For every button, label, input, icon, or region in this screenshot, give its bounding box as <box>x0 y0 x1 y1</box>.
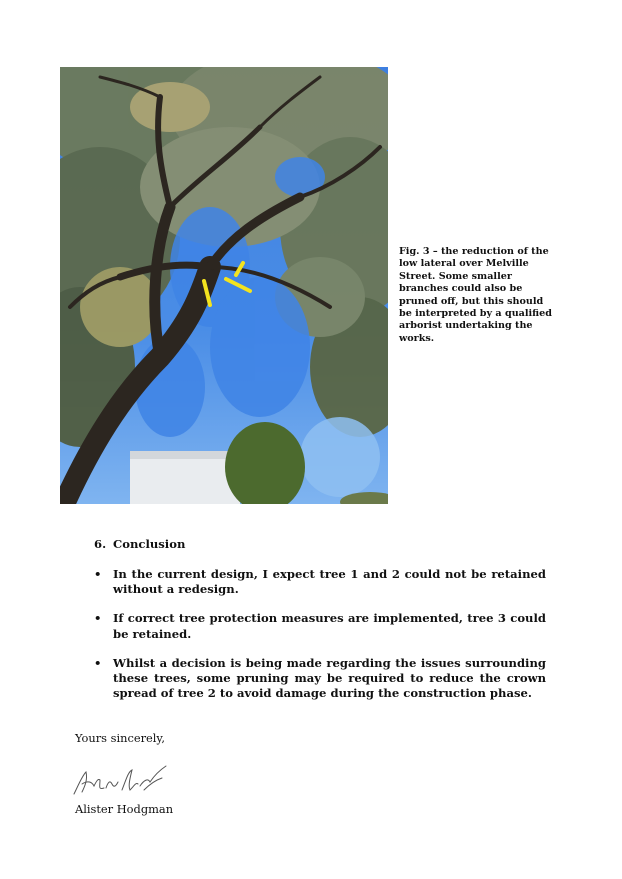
conclusion-heading <box>94 537 185 551</box>
bullet-icon: • <box>94 567 102 581</box>
bullet-icon: • <box>94 611 102 626</box>
list-item: • Whilst a decision is being made regarding the issues surrounding these trees, some pruning may be required to reduce the crown spread of tree 2 to avoid damage during the construction phase. <box>94 655 546 701</box>
list-item: • If correct tree protection measures are implemented, tree 3 could be retained. <box>94 611 546 641</box>
tree-photo <box>60 67 388 504</box>
list-item: • In the current design, I expect tree 1 and 2 could not be retained without a redesign. <box>94 567 546 597</box>
figure-caption: Fig. 3 – the reduction of the low lateral over Melville Street. Some smaller branches could also be pruned off, but this should be interpreted by a qualified arborist undertaking the works. <box>399 246 552 344</box>
conclusion-list <box>94 567 546 715</box>
signature-image <box>70 760 170 798</box>
section-title: Conclusion <box>113 537 186 551</box>
closing-line: Yours sincerely, <box>75 731 165 745</box>
signer-name: Alister Hodgman <box>75 802 174 816</box>
bullet-icon: • <box>94 655 102 670</box>
section-number: 6. <box>94 537 107 551</box>
